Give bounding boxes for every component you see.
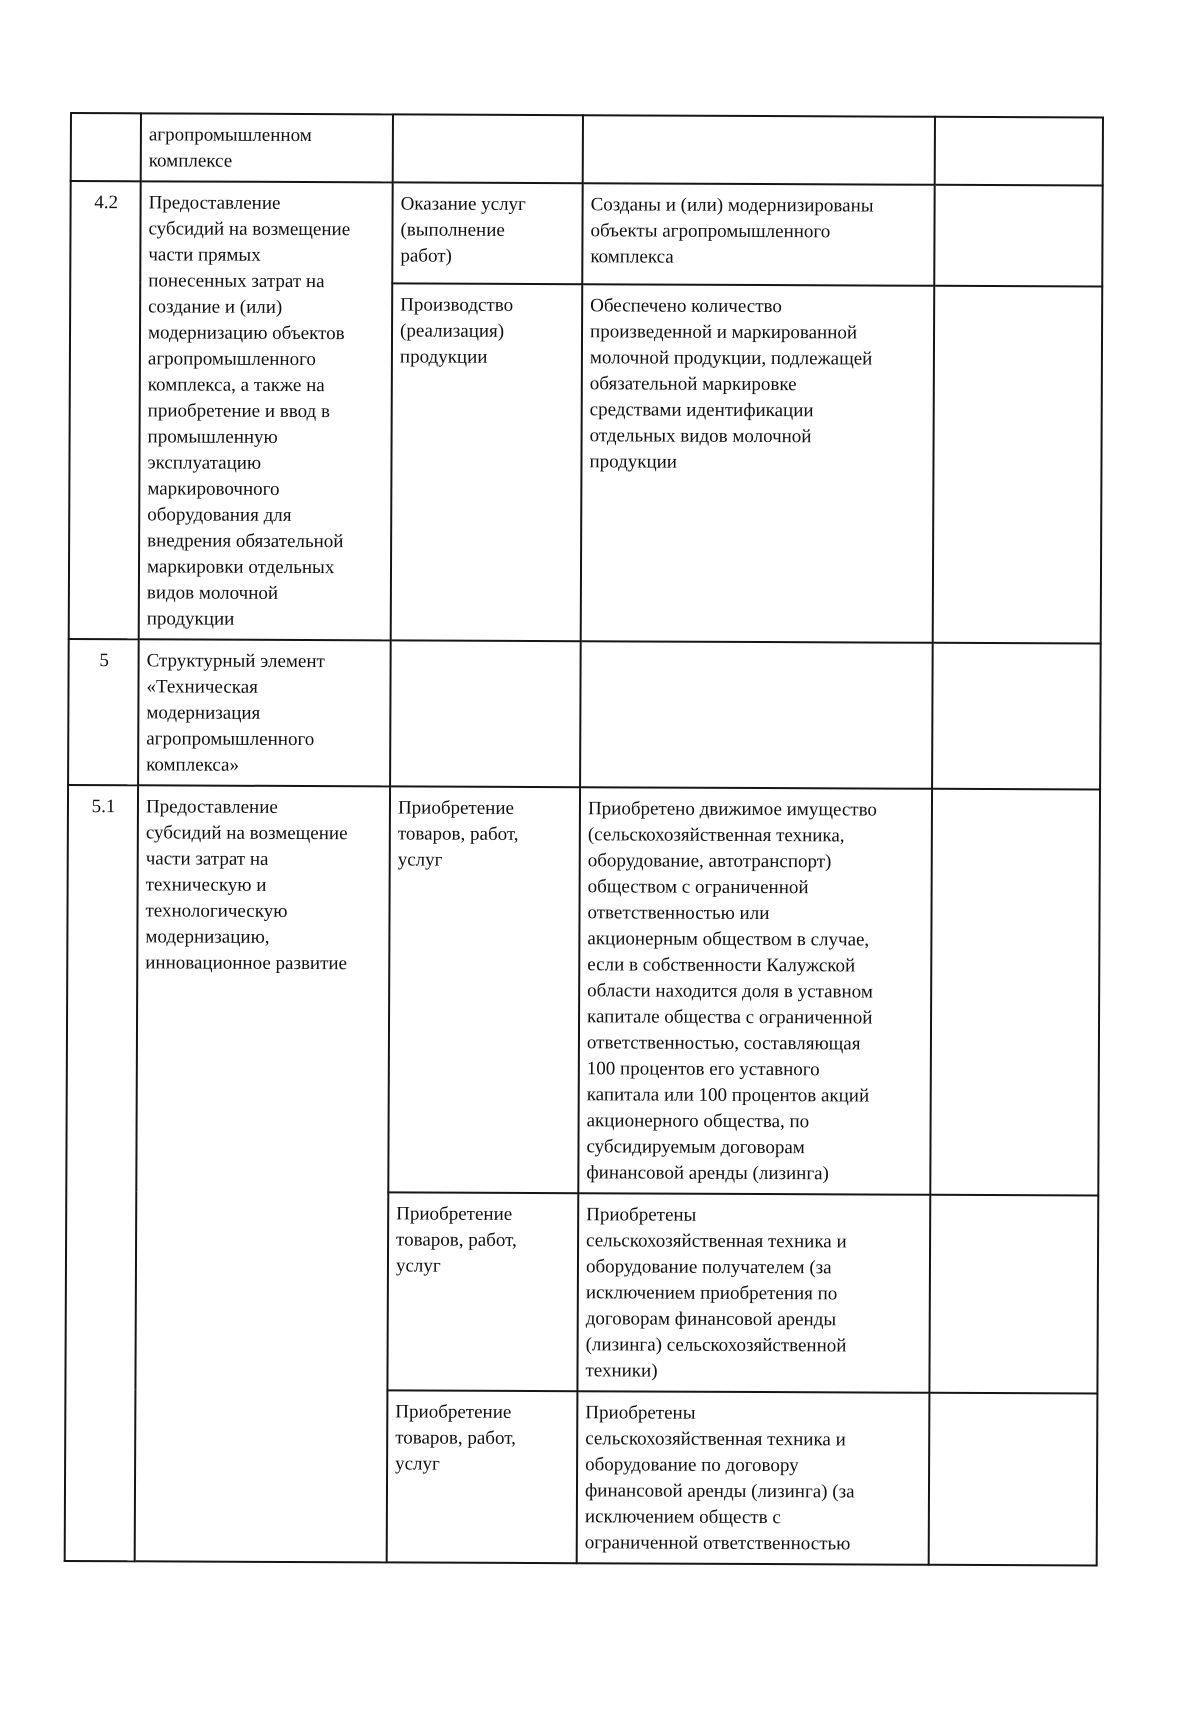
empty-cell [929,1195,1098,1394]
result-description-cell [577,1193,930,1393]
empty-cell [930,789,1100,1196]
result-type-cell [388,786,580,1193]
row-number: 5 [99,650,109,672]
result-description-cell [580,641,933,789]
result-type-cell [390,640,581,787]
table-body [65,113,1103,1565]
result-description: Обеспечено количество произведенной и маркированной молочной продукции, подлежащей обязательной маркировке средствами идентификации отдельных видов молочной продукции [589,294,873,473]
result-type-cell [387,1390,578,1563]
result-type: Приобретение товаров, работ, услуг [395,1401,516,1475]
table-row [68,639,1101,790]
empty-cell [934,185,1102,286]
table-row [66,785,1100,1195]
task-name: Структурный элемент «Техническая модернизация агропромышленного комплекса» [146,650,325,776]
result-type [401,123,576,124]
table-row [71,113,1103,186]
results-table [64,112,1104,1566]
task-name: Предоставление субсидий на возмещение части прямых понесенных затрат на создание и (или) модернизацию объектов агропромышленного комплекса, а также на приобретение и ввод в промышленную эксплуатацию маркировочного оборудования для внедрения обязательной маркировки отдельных видов молочной продукции [146,192,351,630]
result-description-cell [581,284,935,643]
result-description-cell [583,115,935,185]
result-description: Созданы и (или) модернизированы объекты агропромышленного комплекса [590,194,874,268]
result-description: Приобретены сельскохозяйственная техника и оборудование по договору финансовой аренды (лизинга) (за исключением обществ с ограниченной ответственностью [584,1402,855,1555]
task-name: агропромышленном комплексе [148,124,312,172]
row-number: 4.2 [94,192,119,214]
result-description [589,650,926,651]
result-description [591,124,928,125]
task-name: Предоставление субсидий на возмещение части затрат на техническую и технологическую модернизацию, инновационное развитие [145,796,348,975]
empty-cell [935,117,1103,186]
result-type: Приобретение товаров, работ, услуг [395,1203,517,1277]
task-name-cell [135,785,390,1562]
row-number-cell [69,181,141,639]
task-name-cell [139,181,393,640]
task-name-cell [141,113,393,182]
result-description: Приобретено движимое имущество (сельскохозяйственная техника, оборудование, автотранспорт) обществом с ограниченной ответственностью или акционерным обществом в случае, если в собственности Калужской области находится доля в уставном капитале общества с ограниченной ответственностью, составляющая 100 процентов его уставного капитала или 100 процентов акций акционерного общества, по субсидируемым договорам финансовой аренды (лизинга) [586,798,878,1185]
result-type-cell [393,114,583,183]
result-description-cell [582,183,934,285]
result-type-cell [391,283,583,641]
result-type: Производство (реализация) продукции [399,294,514,368]
row-number-cell [68,639,139,785]
task-name-cell [138,639,391,786]
table-row [70,181,1102,286]
empty-cell [932,643,1101,790]
row-number: 5.1 [91,796,116,818]
empty-cell [929,1393,1098,1566]
result-type: Оказание услуг (выполнение работ) [400,193,526,267]
result-description-cell [578,787,932,1195]
result-description: Приобретены сельскохозяйственная техника и оборудование получателем (за исключением приобретения по договорам финансовой аренды (лизинга) сельскохозяйственной техники) [585,1204,847,1382]
result-description-cell [577,1391,930,1565]
empty-cell [933,285,1103,643]
row-number-cell [65,785,138,1561]
row-number-cell [71,113,141,181]
result-type-cell [392,182,582,283]
result-type [399,649,574,650]
result-type: Приобретение товаров, работ, услуг [397,797,519,871]
result-type-cell [387,1192,578,1391]
